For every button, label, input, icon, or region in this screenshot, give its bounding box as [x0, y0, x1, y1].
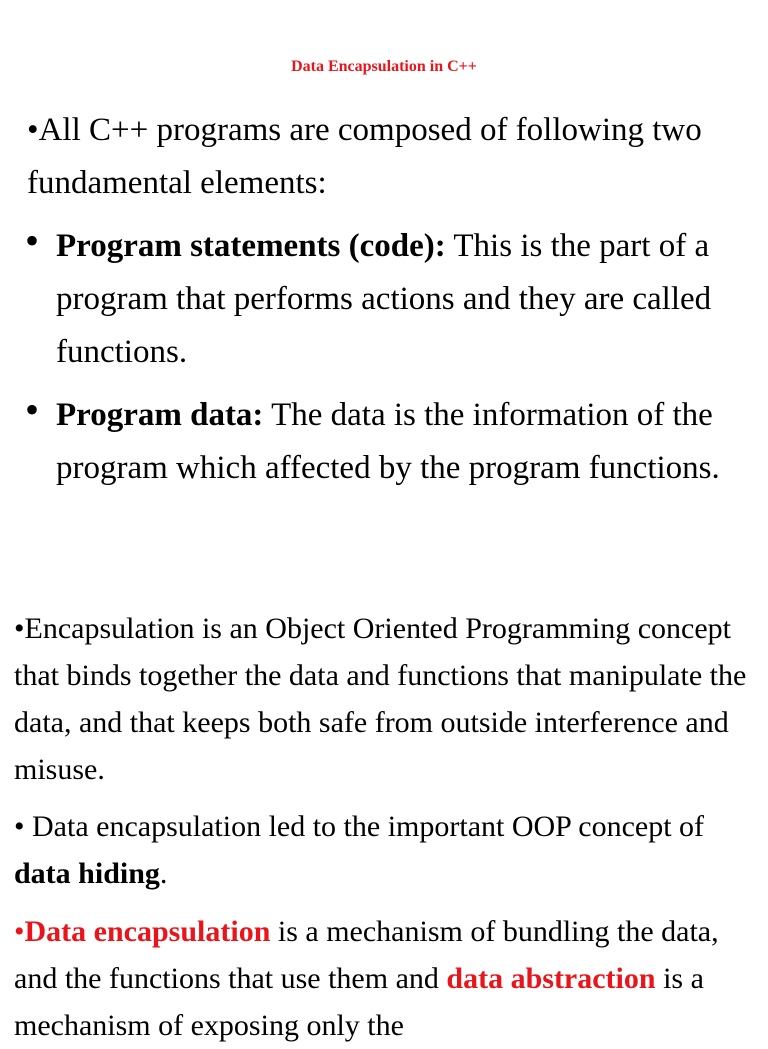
paragraph-bold-term: data hiding: [14, 857, 160, 890]
bullet-term: Program data:: [56, 397, 264, 433]
paragraph-tail: .: [159, 857, 168, 890]
page-title: Data Encapsulation in C++: [291, 58, 477, 75]
bullet-text: This is the part of a program that performs actions and they are called functions.: [56, 228, 712, 370]
bullet-program-statements: [25, 220, 760, 379]
paragraph-text: is a mechanism of bundling the data, and the functions that use them and: [14, 915, 719, 995]
paragraph-encapsulation: [14, 605, 759, 793]
bullet-marker: •: [25, 218, 40, 263]
bullet-marker: •: [27, 112, 39, 148]
paragraph-lead: • Data encapsulation led to the important OOP concept of: [14, 810, 705, 843]
bullet-program-data: [25, 389, 760, 495]
bullet-body: [56, 220, 760, 379]
intro-text: All C++ programs are composed of following two fundamental elements:: [27, 112, 702, 201]
paragraph-text: Encapsulation is an Object Oriented Programming concept that binds together the data and functions that manipulate the data, and that keeps both safe from outside interference and misuse.: [14, 612, 747, 786]
bullet-marker: •: [14, 915, 25, 948]
bullet-body: [56, 389, 760, 495]
highlight-data-abstraction: data abstraction: [446, 962, 656, 995]
paragraph-tail: is a mechanism of exposing only the: [14, 962, 704, 1042]
bullet-marker: •: [25, 387, 40, 432]
bullet-term: Program statements (code):: [56, 228, 446, 264]
paragraph-data-hiding: [14, 803, 759, 897]
highlight-data-encapsulation: Data encapsulation: [24, 915, 271, 948]
bullet-marker: •: [14, 612, 25, 645]
bullet-text: The data is the information of the program which affected by the program functions.: [56, 397, 720, 486]
paragraph-data-abstraction: [14, 908, 759, 1049]
intro-bullet: [27, 104, 757, 210]
